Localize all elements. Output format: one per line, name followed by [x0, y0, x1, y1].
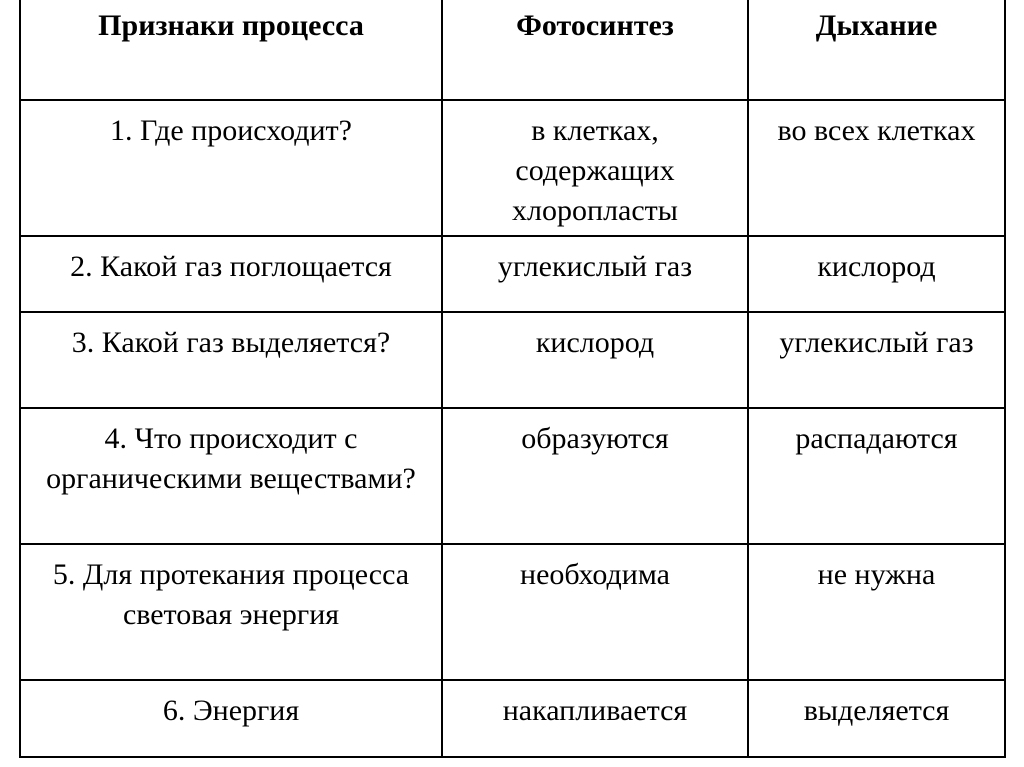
row-photosynthesis-cell: кислород [442, 312, 748, 408]
row-photosynthesis-cell: образуются [442, 408, 748, 544]
row-respiration-cell: выделяется [748, 680, 1005, 757]
table-row [20, 544, 1005, 680]
row-feature-cell: 6. Энергия [20, 680, 442, 757]
table-row [20, 408, 1005, 544]
row-respiration-cell: распадаются [748, 408, 1005, 544]
header-respiration: Дыхание [748, 0, 1005, 100]
table-row [20, 680, 1005, 757]
row-photosynthesis-cell: необходима [442, 544, 748, 680]
row-feature-cell: 2. Какой газ поглощается [20, 236, 442, 312]
header-process-features: Признаки процесса [20, 0, 442, 100]
header-photosynthesis: Фотосинтез [442, 0, 748, 100]
row-feature-cell: 5. Для протекания процесса световая энергия [20, 544, 442, 680]
table-row [20, 236, 1005, 312]
comparison-table-container [19, 0, 1006, 758]
row-respiration-cell: кислород [748, 236, 1005, 312]
row-feature-cell: 3. Какой газ выделяется? [20, 312, 442, 408]
row-respiration-cell: углекислый газ [748, 312, 1005, 408]
row-feature-cell: 1. Где происходит? [20, 100, 442, 236]
row-photosynthesis-cell: накапливается [442, 680, 748, 757]
table-row [20, 100, 1005, 236]
row-feature-cell: 4. Что происходит с органическими веществами? [20, 408, 442, 544]
row-photosynthesis-cell: в клетках, содержащих хлоропласты [442, 100, 748, 236]
table-header-row [20, 0, 1005, 100]
row-respiration-cell: во всех клетках [748, 100, 1005, 236]
table-row [20, 312, 1005, 408]
row-respiration-cell: не нужна [748, 544, 1005, 680]
row-photosynthesis-cell: углекислый газ [442, 236, 748, 312]
photosynthesis-respiration-table [19, 0, 1006, 758]
